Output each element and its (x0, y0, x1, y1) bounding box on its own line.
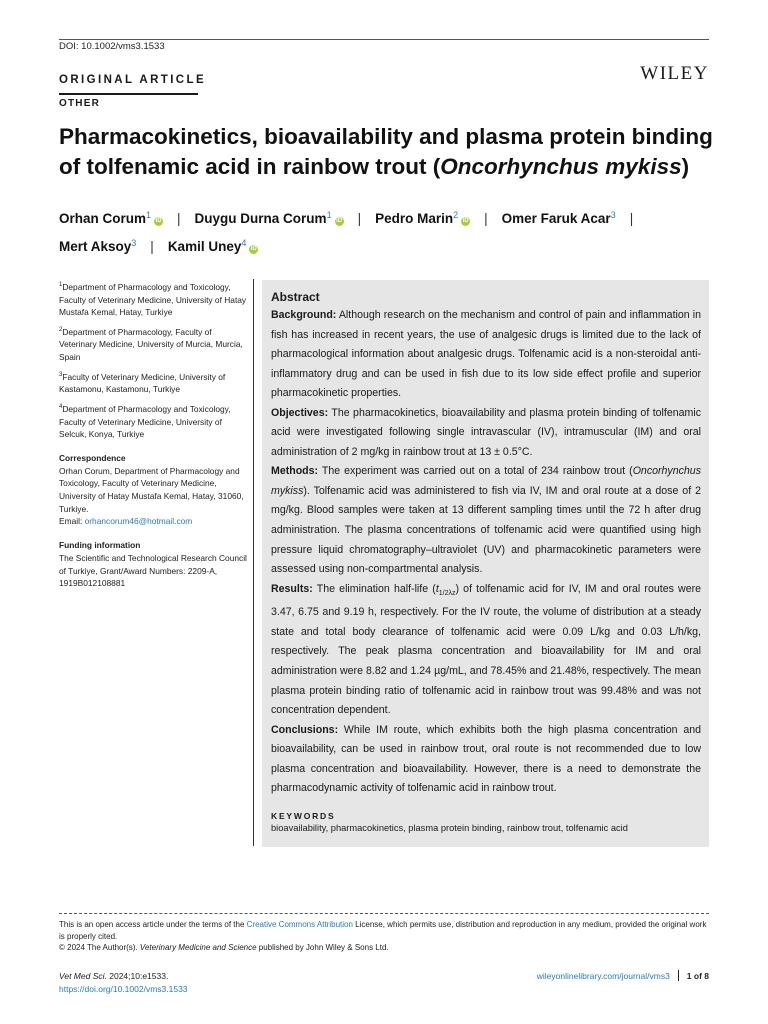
footer-rule (59, 913, 709, 914)
footer-separator (678, 970, 679, 981)
column-divider (253, 279, 254, 846)
article-title (59, 122, 719, 182)
funding-text: The Scientific and Technological Research Council of Turkiye, Grant/Award Numbers: 2209-A, 1919B012108881 (59, 552, 247, 589)
abstract-background: Background: Although research on the mechanism and control of pain and inflammation in fish has increased in recent years, the use of analgesic drugs is limited due to the lack of pharmacological information about analgesic drugs. Tolfenamic acid is a non-steroidal anti-inflammatory drug and can be used in fish due to its low side effect profile and superior pharmacokinetic properties. (271, 309, 701, 400)
author[interactable]: Mert Aksoy$^3$ (59, 238, 137, 254)
side-column (59, 279, 251, 590)
correspondence-heading: Correspondence (59, 452, 126, 463)
orcid-icon[interactable]: iD (462, 218, 469, 224)
author-separator: | (150, 239, 154, 254)
citation-block (59, 970, 188, 996)
article-type-rule (59, 93, 198, 95)
publisher-logo: WILEY (640, 63, 709, 84)
title-species: Oncorhynchus mykiss (440, 154, 682, 179)
author[interactable]: Duygu Durna Corum$^1$iD (194, 210, 343, 226)
email-link[interactable]: orhancorum46@hotmail.com (84, 516, 193, 527)
doi-link[interactable]: https://doi.org/10.1002/vms3.1533 (59, 984, 188, 994)
page-number: 1 of 8 (686, 971, 709, 981)
abstract-heading: Abstract (271, 290, 320, 304)
abstract-box (262, 280, 709, 847)
title-close: ) (681, 154, 690, 179)
author-list (59, 203, 709, 259)
author-separator: | (484, 211, 488, 226)
license-note (59, 919, 709, 954)
affiliation: $^3$Faculty of Veterinary Medicine, University of Kastamonu, Kastamonu, Turkiye (59, 371, 226, 395)
correspondence-text: Orhan Corum, Department of Pharmacology and Toxicology, Faculty of Veterinary Medicine, University of Hatay Mustafa Kemal, Hatay, 31060, Turkiye. (59, 465, 244, 514)
affiliation: $^4$Department of Pharmacology and Toxicology, Faculty of Veterinary Medicine, University of Selcuk, Konya, Turkiye (59, 403, 231, 440)
abstract-results: Results: The elimination half-life $(t_{1/2\lambda z})$ of tolfenamic acid for IV, IM and oral routes were 3.47, 6.75 and 9.19 h, respectively. For the IV route, the volume of distribution at a steady state and total body clearance of tolfenamic acid were 0.09 L/kg and 0.03 L/h/kg, respectively. The peak plasma concentration and bioavailability for IM and oral administration were 8.82 and 1.24 µg/mL, and 78.45% and 21.48%, respectively. The mean plasma protein binding ratio of tolfenamic acid in rainbow trout was 99.48% and was not concentration dependent. (271, 582, 701, 717)
article-subtype-label: OTHER (59, 98, 100, 109)
correspondence-email-line: Email: orhancorum46@hotmail.com (59, 516, 193, 527)
affiliation: $^2$Department of Pharmacology, Faculty of Veterinary Medicine, University of Murcia, Murcia, Spain (59, 326, 243, 363)
author[interactable]: Omer Faruk Acar$^3$ (501, 210, 616, 226)
author-separator: | (629, 211, 634, 226)
affiliation: $^1$Department of Pharmacology and Toxicology, Faculty of Veterinary Medicine, University of Hatay Mustafa Kemal, Hatay, Turkiye (59, 281, 247, 318)
abstract-objectives: Objectives: The pharmacokinetics, bioavailability and plasma protein binding of tolfenamic acid were investigated following single intravascular (IV), intramuscular (IM) and oral administration of 2 mg/kg in rainbow trout at 13 ± 0.5°C. (271, 406, 701, 458)
journal-url-link[interactable]: wileyonlinelibrary.com/journal/vms3 (536, 971, 670, 981)
title-text: Pharmacokinetics, bioavailability and plasma protein binding of tolfenamic acid in rainbow trout ( (59, 124, 713, 179)
abstract-methods: Methods: The experiment was carried out on a total of 234 rainbow trout (Oncorhynchus mykiss). Tolfenamic acid was administered to fish via IV, IM and oral route at a dose of 2 mg/kg. Blood samples were taken at 13 different sampling times until the 72 h after drug administration. The plasma concentrations of tolfenamic acid were quantified using high pressure liquid chromatography–ultraviolet (UV) and pharmacokinetic parameters were assessed using non-compartmental analysis. (271, 465, 701, 576)
author-separator: | (177, 211, 181, 226)
license-text: This is an open access article under the terms of the Creative Commons Attribution License, which permits use, distribution and reproduction in any medium, provided the original work is properly cited. (59, 920, 707, 941)
copyright-text: © 2024 The Author(s). Veterinary Medicine and Science published by John Wiley & Sons Ltd. (59, 943, 389, 952)
citation: Vet Med Sci. 2024;10:e1533. (59, 971, 169, 981)
license-link[interactable]: Creative Commons Attribution (246, 920, 353, 929)
orcid-icon[interactable]: iD (155, 218, 162, 224)
page-footer-right (537, 970, 709, 981)
keywords-heading: KEYWORDS (271, 810, 336, 821)
abstract-conclusions: Conclusions: While IM route, which exhibits both the high plasma concentration and bioavailability, can be used in rainbow trout, oral route is not recommended due to low plasma concentration and bioavailability. However, there is a need to demonstrate the pharmacodynamic activity of tolfenamic acid in rainbow trout. (271, 723, 701, 795)
top-rule (59, 39, 709, 40)
orcid-icon[interactable]: iD (336, 218, 343, 224)
author-separator: | (357, 211, 362, 226)
abstract-body (271, 288, 701, 835)
article-type-label: ORIGINAL ARTICLE (59, 74, 207, 86)
author[interactable]: Pedro Marin$^2$iD (375, 210, 469, 226)
author[interactable]: Orhan Corum$^1$iD (59, 210, 162, 226)
keywords-list: bioavailability, pharmacokinetics, plasma protein binding, rainbow trout, tolfenamic acid (271, 822, 628, 833)
orcid-icon[interactable]: iD (250, 246, 257, 252)
doi-header: DOI: 10.1002/vms3.1533 (59, 41, 165, 52)
author[interactable]: Kamil Uney$^4$iD (167, 238, 257, 254)
funding-heading: Funding information (59, 540, 141, 551)
